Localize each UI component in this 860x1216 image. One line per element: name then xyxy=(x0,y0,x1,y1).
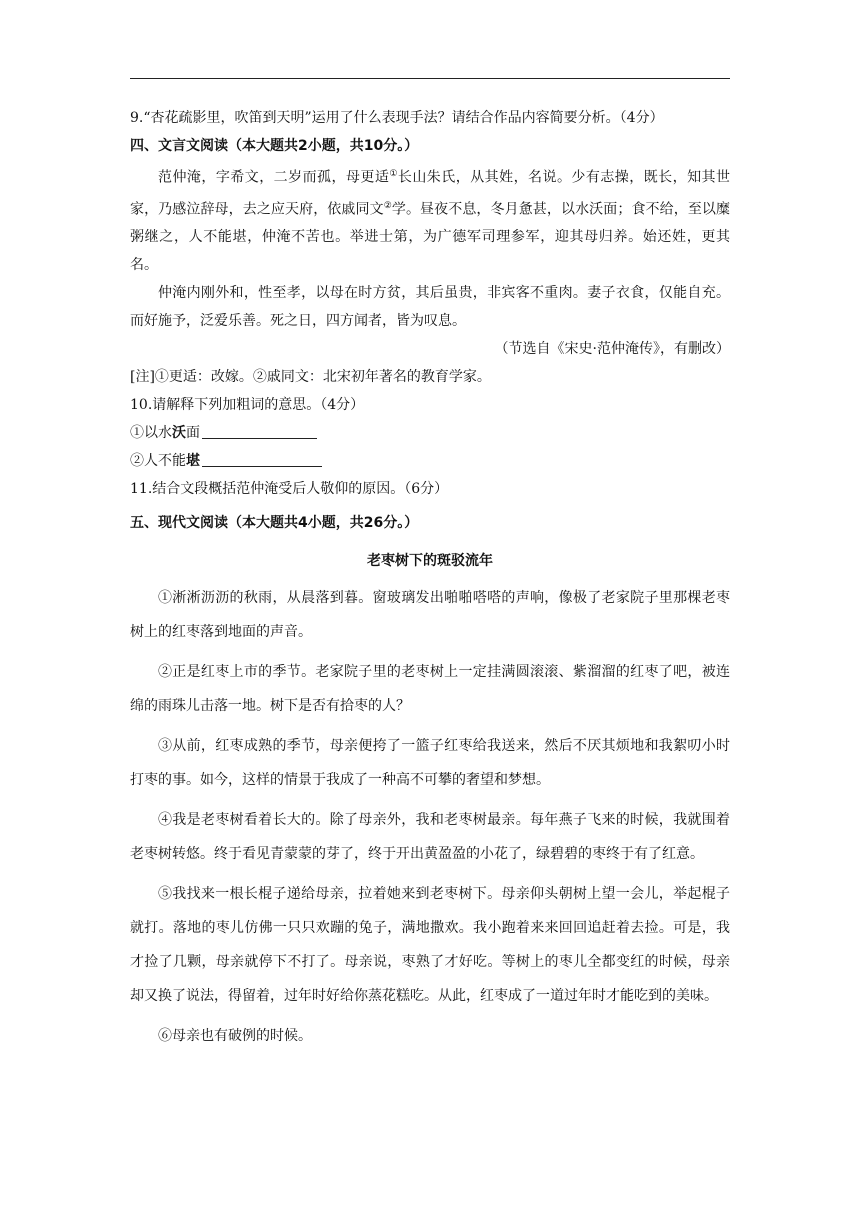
question-10-item-1: ①以水沃面 xyxy=(130,419,730,447)
question-11: 11.结合文段概括范仲淹受后人敬仰的原因。（6分） xyxy=(130,481,449,498)
question-10-item-2: ②人不能堪 xyxy=(130,447,730,475)
section-4-heading: 四、文言文阅读（本大题共2小题，共10分。） xyxy=(130,138,419,154)
essay-paragraph: ⑥母亲也有破例的时候。 xyxy=(158,1028,312,1045)
classical-source: （节选自《宋史·范仲淹传》，有删改） xyxy=(494,341,730,358)
classical-paragraph-1: 范仲淹，字希文，二岁而孤，母更适①长山朱氏，从其姓，名说。少有志操，既长，知其世家，乃感泣辞母，去之应天府，依戚同文②学。昼夜不息，冬月惫甚，以水沃面；食不给，至以糜粥继之，人不能堪，仲淹不苦也。举进士第，为广德军司理参军，迎其母归养。始还姓，更其名。 xyxy=(130,169,731,274)
header-rule xyxy=(130,78,730,79)
answer-blank-2[interactable] xyxy=(202,452,322,467)
bold-word-1: 沃 xyxy=(172,425,186,442)
footnote-mark-1: ① xyxy=(389,169,398,179)
essay-paragraph: ⑤我找来一根长棍子递给母亲，拉着她来到老枣树下。母亲仰头朝树上望一会儿，举起棍子就打。落地的枣儿仿佛一只只欢蹦的兔子，满地撒欢。我小跑着来来回回追赶着去捡。可是，我才捡了几颗，母亲就停下不打了。母亲说，枣熟了才好吃。等树上的枣儿全都变红的时候，母亲却又换了说法，得留着，过年时好给你蒸花糕吃。从此，红枣成了一道过年时才能吃到的美味。 xyxy=(130,886,730,1005)
footnote-mark-2: ② xyxy=(383,200,392,211)
question-10: 10.请解释下列加粗词的意思。（4分） xyxy=(130,397,365,414)
classical-note: [注]①更适：改嫁。②戚同文：北宋初年著名的教育学家。 xyxy=(130,369,491,386)
classical-paragraph-2: 仲淹内刚外和，性至孝，以母在时方贫，其后虽贵，非宾客不重肉。妻子衣食，仅能自充。而好施予，泛爱乐善。死之日，四方闻者，皆为叹息。 xyxy=(130,285,730,330)
answer-blank-1[interactable] xyxy=(202,424,317,439)
essay-paragraph: ①淅淅沥沥的秋雨，从晨落到暮。窗玻璃发出啪啪嗒嗒的声响，像极了老家院子里那棵老枣树上的红枣落到地面的声音。 xyxy=(130,590,730,641)
section-5-heading: 五、现代文阅读（本大题共4小题，共26分。） xyxy=(130,515,419,532)
question-9: 9.“杏花疏影里，吹笛到天明”运用了什么表现手法？请结合作品内容简要分析。（4分） xyxy=(130,110,664,126)
bold-word-2: 堪 xyxy=(186,453,200,470)
essay-paragraph: ②正是红枣上市的季节。老家院子里的老枣树上一定挂满圆滚滚、紫溜溜的红枣了吧，被连绵的雨珠儿击落一地。树下是否有拾枣的人？ xyxy=(130,664,730,715)
essay-title: 老枣树下的斑驳流年 xyxy=(367,553,493,570)
essay-paragraph: ③从前，红枣成熟的季节，母亲便挎了一篮子红枣给我送来，然后不厌其烦地和我絮叨小时打枣的事。如今，这样的情景于我成了一种高不可攀的奢望和梦想。 xyxy=(130,738,730,789)
page-content xyxy=(130,104,730,1053)
essay-paragraph: ④我是老枣树看着长大的。除了母亲外，我和老枣树最亲。每年燕子飞来的时候，我就围着老枣树转悠。终于看见青蒙蒙的芽了，终于开出黄盈盈的小花了，绿碧碧的枣终于有了红意。 xyxy=(130,812,730,863)
